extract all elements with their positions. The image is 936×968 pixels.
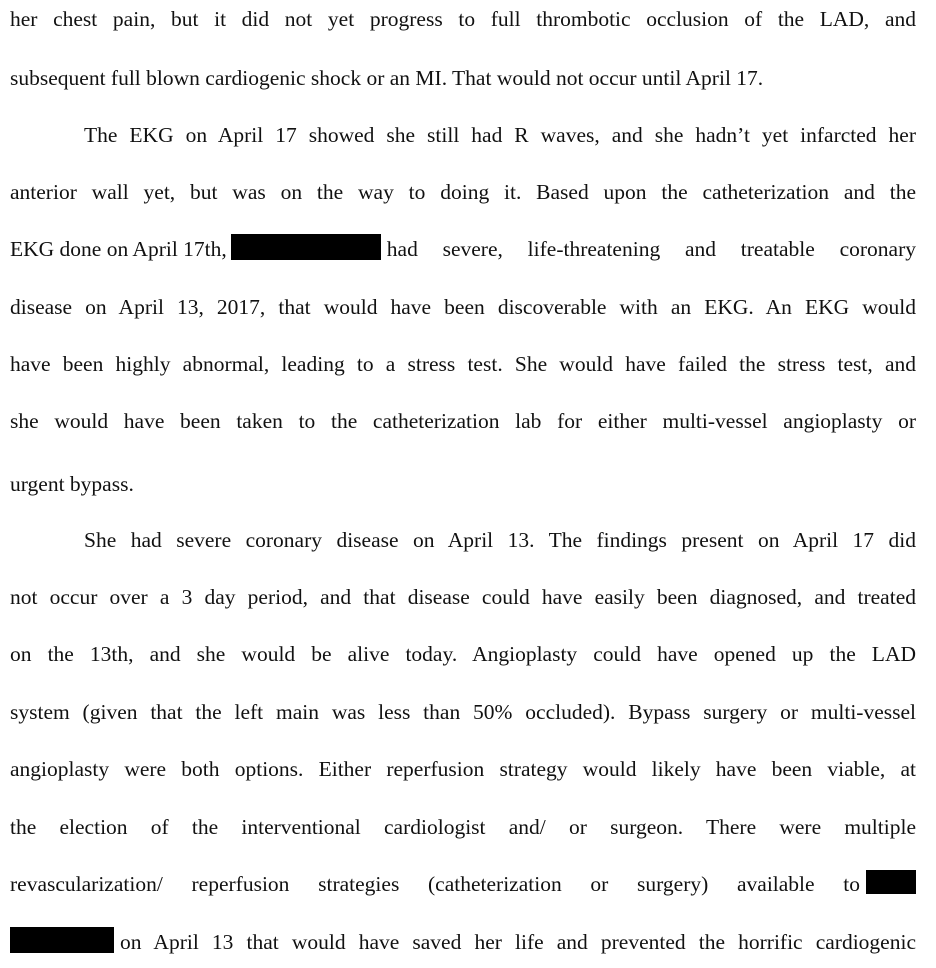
text-line <box>10 290 916 324</box>
redaction-box <box>10 927 114 953</box>
text-line-content: have been highly abnormal, leading to a stress test. She would have failed the stress test, and <box>10 352 916 376</box>
text-line <box>10 867 916 901</box>
text-line <box>10 232 916 266</box>
text-line <box>10 347 916 381</box>
text-line-content: anterior wall yet, but was on the way to doing it. Based upon the catheterization and the <box>10 180 916 204</box>
text-line-content: disease on April 13, 2017, that would have been discoverable with an EKG. An EKG would <box>10 295 916 319</box>
text-line-content: revascularization/ reperfusion strategies (catheterization or surgery) available to <box>10 872 860 896</box>
paragraph-first-line <box>84 523 916 557</box>
text-line-content: urgent bypass. <box>10 472 134 496</box>
redaction-box <box>231 234 381 260</box>
text-line-content: on the 13th, and she would be alive today. Angioplasty could have opened up the LAD <box>10 642 916 666</box>
text-line-content: subsequent full blown cardiogenic shock or an MI. That would not occur until April 17. <box>10 66 764 90</box>
text-line-content: EKG done on April 17th, <box>10 237 227 261</box>
text-line-content: not occur over a 3 day period, and that disease could have easily been diagnosed, and treated <box>10 585 916 609</box>
text-line <box>10 2 916 36</box>
text-line <box>10 810 916 844</box>
text-line <box>10 580 916 614</box>
text-line <box>10 637 916 671</box>
text-line <box>10 61 916 95</box>
redaction-box <box>866 870 916 894</box>
text-line <box>10 175 916 209</box>
text-line-content: the election of the interventional cardiologist and/ or surgeon. There were multiple <box>10 815 916 839</box>
text-line <box>10 404 916 438</box>
text-line-content: angioplasty were both options. Either reperfusion strategy would likely have been viable, at <box>10 757 916 781</box>
text-line <box>10 925 916 959</box>
text-line <box>10 467 916 501</box>
text-line-content: She had severe coronary disease on April 13. The findings present on April 17 did <box>84 528 916 552</box>
text-line-content: system (given that the left main was less than 50% occluded). Bypass surgery or multi-vessel <box>10 700 916 724</box>
text-line <box>10 695 916 729</box>
text-line-content: had severe, life-threatening and treatable coronary <box>386 237 916 261</box>
text-line-content: her chest pain, but it did not yet progress to full thrombotic occlusion of the LAD, and <box>10 7 916 31</box>
paragraph-first-line <box>84 118 916 152</box>
text-line-content: on April 13 that would have saved her life and prevented the horrific cardiogenic <box>120 930 916 954</box>
text-line-content: she would have been taken to the catheterization lab for either multi-vessel angioplasty or <box>10 409 916 433</box>
text-line-content: The EKG on April 17 showed she still had R waves, and she hadn’t yet infarcted her <box>84 123 916 147</box>
text-line <box>10 752 916 786</box>
